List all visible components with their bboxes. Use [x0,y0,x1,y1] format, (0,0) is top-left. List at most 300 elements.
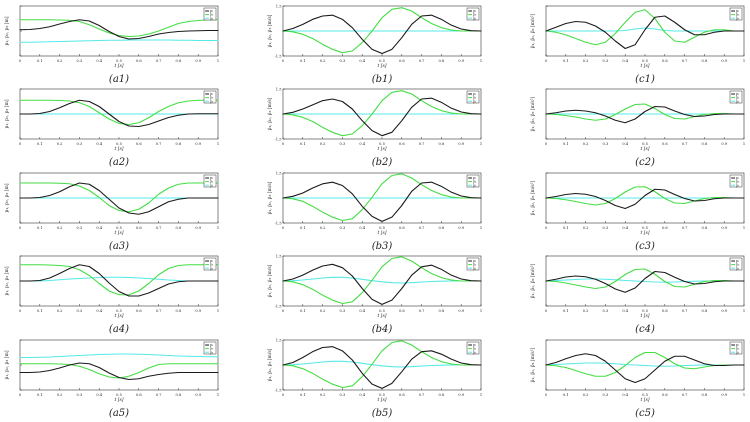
x-tick-label: 0 [544,226,548,230]
x-tick-label: 0.2 [56,142,63,146]
x-tick-label: 0.4 [359,226,366,230]
x-tick-label: 0.5 [379,226,385,230]
y-axis-label: p₁, p₂, p₃ [m] [5,183,10,213]
legend-label: p₂ [736,95,740,100]
x-tick-label: 0.6 [398,309,405,313]
series-line-p1 [20,363,218,380]
subplot-caption: (b4) [371,324,393,335]
y-tick-label: -1.5 [274,137,282,142]
legend-label: p₃ [473,350,477,355]
x-tick-label: 0.2 [56,59,63,63]
y-axis-label: ṗ₁, ṗ₂, ṗ₃ [m/s] [268,264,273,298]
legend-label: p₂ [473,262,477,267]
x-tick-label: 0.7 [155,393,162,397]
series-line-p2 [283,8,481,53]
x-axis-label: t [s] [640,231,650,236]
x-tick-label: 0.9 [458,59,465,63]
series-line-p1 [20,100,218,126]
x-tick-label: 0.4 [96,59,103,63]
series-line-p2 [283,257,481,304]
legend-label: p₃ [210,16,214,21]
legend-label: p₃ [210,183,214,188]
y-axis-label: ṗ₁, ṗ₂, ṗ₃ [m/s] [268,14,273,48]
subplot-caption: (a2) [108,157,130,168]
y-axis-label: p̈₁, p̈₂, p̈₃ [m/s²] [531,180,536,216]
x-tick-label: 0.8 [438,393,445,397]
x-tick-label: 0 [18,309,22,313]
x-tick-label: 1 [216,59,220,63]
x-tick-label: 0.3 [339,393,346,397]
x-tick-label: 0.8 [175,309,182,313]
x-tick-label: 0.6 [135,226,142,230]
x-tick-label: 0.1 [299,393,306,397]
series-line-p1 [20,183,218,214]
x-tick-label: 0.5 [116,393,122,397]
chart-c4 [530,256,745,335]
x-tick-label: 1 [479,59,483,63]
x-tick-label: 0.5 [116,59,122,63]
x-tick-label: 0.4 [359,393,366,397]
y-tick-label: -1.5 [274,221,282,226]
subplot-caption: (b1) [371,74,393,85]
legend-label: p₂ [736,346,740,351]
x-tick-label: 0.4 [359,309,366,313]
x-tick-label: 0.3 [76,309,83,313]
series-line-p2 [20,20,218,37]
x-tick-label: 1 [216,226,220,230]
x-tick-label: 0.1 [562,226,569,230]
x-tick-label: 0.9 [721,226,728,230]
x-tick-label: 1 [479,226,483,230]
x-tick-label: 0.6 [661,309,668,313]
x-tick-label: 0.7 [681,393,688,397]
y-tick-label: -1.5 [274,388,282,393]
x-tick-label: 0.1 [299,226,306,230]
chart-c1 [530,6,745,85]
x-tick-label: 0.8 [701,226,708,230]
legend-label: p₂ [210,179,214,184]
y-axis-label: p₁, p₂, p₃ [m] [5,99,10,129]
x-tick-label: 0.1 [299,309,306,313]
x-tick-label: 0.9 [195,59,202,63]
x-tick-label: 0 [18,393,22,397]
x-tick-label: 0.3 [602,226,609,230]
chart-a1 [4,6,219,85]
y-axis-label: ṗ₁, ṗ₂, ṗ₃ [m/s] [268,181,273,215]
x-tick-label: 0.1 [562,142,569,146]
series-line-p1 [283,264,481,304]
y-axis-label: p̈₁, p̈₂, p̈₃ [m/s²] [531,347,536,383]
x-axis-label: t [s] [114,314,124,319]
y-tick-label: 1.5 [275,254,282,259]
series-line-p3 [20,40,218,42]
x-tick-label: 1 [479,142,483,146]
legend-label: p₂ [473,12,477,17]
x-tick-label: 0.1 [562,309,569,313]
x-tick-label: 0.2 [582,142,589,146]
x-tick-label: 0.5 [642,393,648,397]
x-tick-label: 0.7 [155,309,162,313]
x-tick-label: 0.5 [116,309,122,313]
x-tick-label: 0.5 [642,226,648,230]
x-tick-label: 0.7 [155,59,162,63]
legend-label: p₁ [210,92,214,97]
series-line-p1 [283,179,481,221]
y-tick-label: 1.5 [275,87,282,92]
x-tick-label: 0.3 [339,59,346,63]
x-tick-label: 0.9 [721,393,728,397]
x-tick-label: 0.4 [96,142,103,146]
x-axis-label: t [s] [640,314,650,319]
x-tick-label: 0.8 [701,393,708,397]
x-tick-label: 1 [216,309,220,313]
x-tick-label: 0.8 [701,309,708,313]
x-tick-label: 0.5 [642,59,648,63]
y-axis-label: ṗ₁, ṗ₂, ṗ₃ [m/s] [268,348,273,382]
x-tick-label: 0.6 [661,59,668,63]
subplot-caption: (b5) [371,408,393,419]
x-tick-label: 0.3 [76,59,83,63]
x-tick-label: 0.9 [458,309,465,313]
x-tick-label: 0.5 [379,142,385,146]
subplot-caption: (a4) [108,324,130,335]
x-tick-label: 1 [216,142,220,146]
x-tick-label: 0.2 [56,226,63,230]
legend-label: p₂ [736,179,740,184]
chart-b3 [267,171,482,252]
subplot-caption: (b2) [371,157,393,168]
x-tick-label: 0.5 [116,226,122,230]
x-tick-label: 1 [479,309,483,313]
x-tick-label: 0.7 [681,142,688,146]
chart-a3 [4,173,219,252]
x-tick-label: 0 [544,142,548,146]
x-tick-label: 0.1 [299,59,306,63]
x-tick-label: 0.9 [721,142,728,146]
x-tick-label: 0 [544,309,548,313]
y-tick-label: 1.5 [275,171,282,176]
x-tick-label: 0.4 [96,309,103,313]
x-tick-label: 0.4 [622,59,629,63]
x-tick-label: 0.9 [458,226,465,230]
legend-label: p₃ [210,99,214,104]
legend-label: p₂ [210,262,214,267]
x-axis-label: t [s] [640,147,650,152]
legend-label: p₁ [736,9,740,14]
x-tick-label: 1 [479,393,483,397]
x-tick-label: 0.5 [379,309,385,313]
x-tick-label: 0.1 [36,59,43,63]
subplot-caption: (b3) [371,241,393,252]
x-tick-label: 0.6 [135,393,142,397]
legend-label: p₃ [736,266,740,271]
x-tick-label: 0.8 [438,226,445,230]
x-tick-label: 0.3 [602,59,609,63]
chart-a4 [4,256,219,335]
chart-b5 [267,338,482,419]
x-tick-label: 0.9 [721,59,728,63]
x-tick-label: 0.8 [175,142,182,146]
series-line-p2 [283,91,481,136]
legend-label: p₃ [473,183,477,188]
x-tick-label: 0.2 [319,226,326,230]
x-tick-label: 0.5 [642,142,648,146]
x-tick-label: 0.2 [582,309,589,313]
x-tick-label: 0 [281,59,285,63]
legend-label: p₁ [473,343,477,348]
x-tick-label: 0.1 [36,226,43,230]
x-tick-label: 0.7 [418,309,425,313]
x-tick-label: 0.2 [582,59,589,63]
x-tick-label: 0.3 [76,226,83,230]
x-tick-label: 0 [281,393,285,397]
subplot-caption: (a3) [108,241,130,252]
x-tick-label: 0.2 [582,226,589,230]
x-tick-label: 0.6 [398,59,405,63]
x-tick-label: 0.6 [135,142,142,146]
x-tick-label: 0.9 [721,309,728,313]
series-line-p2 [283,174,481,221]
x-tick-label: 0.2 [582,393,589,397]
legend-label: p₂ [210,346,214,351]
x-tick-label: 0.4 [96,226,103,230]
x-tick-label: 0.7 [155,142,162,146]
x-axis-label: t [s] [377,64,387,69]
x-axis-label: t [s] [114,64,124,69]
x-tick-label: 0.6 [398,226,405,230]
x-tick-label: 1 [742,309,746,313]
x-tick-label: 0.3 [339,309,346,313]
x-tick-label: 1 [742,393,746,397]
x-tick-label: 0.3 [76,393,83,397]
series-line-p1 [283,347,481,389]
legend-label: p₃ [473,266,477,271]
x-tick-label: 1 [216,393,220,397]
x-tick-label: 0.8 [701,142,708,146]
legend-label: p₁ [210,176,214,181]
series-line-p2 [283,341,481,388]
x-tick-label: 0.8 [701,59,708,63]
legend-label: p₃ [473,99,477,104]
x-tick-label: 0.5 [116,142,122,146]
y-tick-label: -1.5 [274,54,282,59]
legend-label: p₃ [473,16,477,21]
plot-frame [20,340,218,390]
x-tick-label: 0.2 [319,59,326,63]
x-tick-label: 0.4 [622,309,629,313]
x-tick-label: 0.6 [135,59,142,63]
legend-label: p₂ [210,95,214,100]
legend-label: p₃ [736,16,740,21]
x-tick-label: 0.4 [359,142,366,146]
x-tick-label: 0.6 [661,226,668,230]
series-line-p1 [546,189,744,208]
x-tick-label: 0.1 [36,393,43,397]
y-tick-label: 1.5 [275,338,282,343]
x-tick-label: 0.5 [379,59,385,63]
x-tick-label: 0 [18,142,22,146]
chart-c2 [530,89,745,168]
series-line-p1 [546,107,744,123]
legend-label: p₁ [210,343,214,348]
legend-label: p₂ [473,346,477,351]
x-tick-label: 0.5 [642,309,648,313]
x-tick-label: 0.7 [418,226,425,230]
x-tick-label: 1 [742,226,746,230]
x-tick-label: 0 [544,59,548,63]
x-tick-label: 0.6 [398,393,405,397]
legend-label: p₁ [736,176,740,181]
x-tick-label: 0.9 [458,142,465,146]
x-axis-label: t [s] [114,147,124,152]
legend-label: p₂ [210,12,214,17]
x-tick-label: 0 [281,142,285,146]
x-tick-label: 0.8 [438,309,445,313]
x-tick-label: 0 [281,226,285,230]
x-tick-label: 0.8 [175,393,182,397]
x-tick-label: 0.8 [175,59,182,63]
y-axis-label: p̈₁, p̈₂, p̈₃ [m/s²] [531,96,536,132]
subplot-caption: (a5) [108,408,130,419]
x-tick-label: 0.9 [195,142,202,146]
series-line-p2 [546,10,744,45]
x-tick-label: 0.3 [602,393,609,397]
x-tick-label: 0 [281,309,285,313]
x-tick-label: 0.5 [379,393,385,397]
legend-label: p₃ [736,99,740,104]
y-tick-label: -1.5 [274,304,282,309]
x-tick-label: 0.7 [681,226,688,230]
legend-label: p₃ [210,350,214,355]
x-axis-label: t [s] [114,231,124,236]
x-tick-label: 0.6 [661,142,668,146]
x-tick-label: 0.8 [438,142,445,146]
legend-label: p₁ [210,9,214,14]
series-line-p2 [20,262,218,295]
x-tick-label: 0.7 [681,59,688,63]
x-tick-label: 0.7 [418,393,425,397]
x-tick-label: 0.3 [602,142,609,146]
legend-label: p₁ [736,92,740,97]
chart-c3 [530,173,745,252]
x-tick-label: 0.7 [155,226,162,230]
legend-label: p₃ [736,183,740,188]
x-tick-label: 0.9 [195,226,202,230]
legend-label: p₁ [473,9,477,14]
x-tick-label: 0.2 [56,393,63,397]
subplot-caption: (c1) [635,74,655,85]
chart-b1 [267,4,482,85]
subplot-caption: (c5) [635,408,655,419]
x-tick-label: 0.7 [418,142,425,146]
subplot-caption: (a1) [108,74,130,85]
x-axis-label: t [s] [640,398,650,403]
y-axis-label: p̈₁, p̈₂, p̈₃ [m/s²] [531,263,536,299]
x-tick-label: 0.1 [562,393,569,397]
x-tick-label: 0 [544,393,548,397]
legend-label: p₁ [736,259,740,264]
legend-label: p₁ [736,343,740,348]
chart-c5 [530,340,745,419]
x-tick-label: 0.7 [418,59,425,63]
y-axis-label: p̈₁, p̈₂, p̈₃ [m/s²] [531,13,536,49]
chart-a5 [4,340,219,419]
y-axis-label: p₁, p₂, p₃ [m] [5,350,10,380]
x-tick-label: 0.2 [319,309,326,313]
subplot-caption: (c3) [635,241,655,252]
legend-label: p₂ [736,12,740,17]
x-axis-label: t [s] [640,64,650,69]
x-tick-label: 0 [18,59,22,63]
legend-label: p₂ [473,95,477,100]
chart-b4 [267,254,482,335]
x-tick-label: 0.3 [602,309,609,313]
series-line-p1 [283,12,481,53]
series-line-p1 [546,354,744,383]
x-axis-label: t [s] [377,147,387,152]
chart-b2 [267,87,482,168]
x-tick-label: 0.8 [438,59,445,63]
legend-label: p₁ [473,259,477,264]
x-tick-label: 0.9 [458,393,465,397]
y-axis-label: p₁, p₂, p₃ [m] [5,266,10,296]
x-axis-label: t [s] [114,398,124,403]
x-tick-label: 0.1 [36,142,43,146]
subplot-caption: (c2) [635,157,655,168]
x-tick-label: 0.4 [622,142,629,146]
x-tick-label: 0.4 [359,59,366,63]
x-tick-label: 0.1 [299,142,306,146]
legend-label: p₂ [473,179,477,184]
x-tick-label: 0.3 [339,142,346,146]
legend-label: p₃ [736,350,740,355]
series-line-p1 [546,16,744,49]
y-tick-label: 1.5 [275,4,282,9]
x-tick-label: 1 [742,59,746,63]
x-tick-label: 0.4 [622,226,629,230]
x-tick-label: 0.2 [319,142,326,146]
x-tick-label: 0.6 [135,309,142,313]
x-tick-label: 0.4 [622,393,629,397]
x-tick-label: 0.6 [661,393,668,397]
x-tick-label: 1 [742,142,746,146]
x-tick-label: 0.4 [96,393,103,397]
x-tick-label: 0.2 [56,309,63,313]
legend-label: p₁ [473,176,477,181]
series-line-p3 [20,354,218,358]
x-tick-label: 0 [18,226,22,230]
legend-label: p₁ [210,259,214,264]
x-tick-label: 0.8 [175,226,182,230]
series-line-p1 [283,95,481,136]
x-tick-label: 0.7 [681,309,688,313]
x-axis-label: t [s] [377,398,387,403]
x-axis-label: t [s] [377,231,387,236]
x-tick-label: 0.9 [195,393,202,397]
legend-label: p₂ [736,262,740,267]
legend-label: p₃ [210,266,214,271]
series-line-p1 [20,20,218,39]
x-tick-label: 0.1 [36,309,43,313]
x-axis-label: t [s] [377,314,387,319]
subplot-caption: (c4) [635,324,655,335]
x-tick-label: 0.9 [195,309,202,313]
chart-a2 [4,89,219,168]
x-tick-label: 0.3 [339,226,346,230]
x-tick-label: 0.2 [319,393,326,397]
y-axis-label: p₁, p₂, p₃ [m] [5,16,10,46]
x-tick-label: 0.3 [76,142,83,146]
